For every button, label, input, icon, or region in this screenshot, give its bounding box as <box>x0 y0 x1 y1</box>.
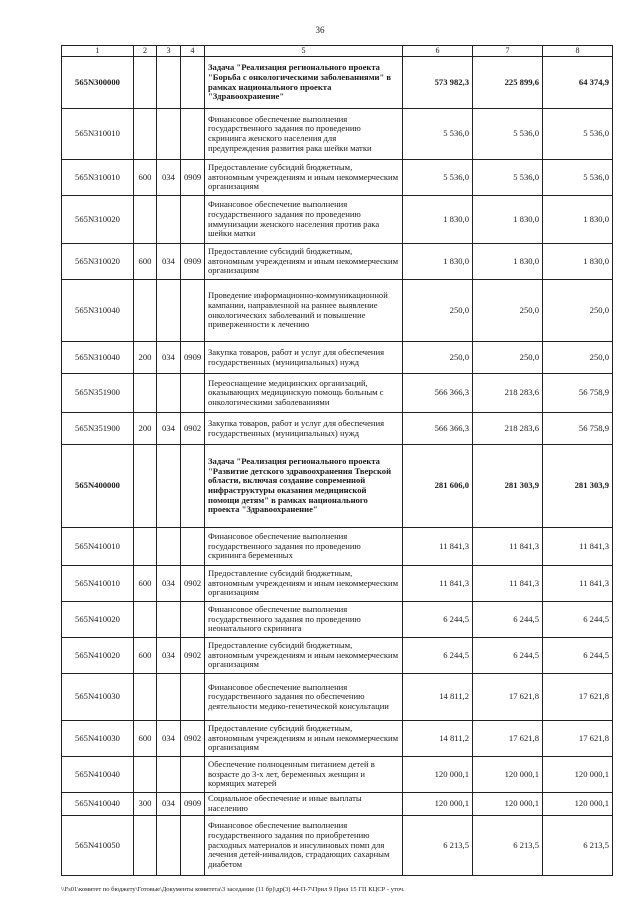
budget-code-cell: 565N410040 <box>62 793 134 816</box>
amount-year1-cell: 250,0 <box>403 280 473 342</box>
section-cell <box>181 602 205 638</box>
budget-code-cell: 565N400000 <box>62 445 134 528</box>
section-cell <box>181 445 205 528</box>
description-cell: Предоставление субсидий бюджетным, автономным учреждениям и иным некоммерческим организациям <box>205 721 403 757</box>
section-cell <box>181 757 205 793</box>
amount-year2-cell: 6 244,5 <box>473 602 543 638</box>
budget-code-cell: 565N310020 <box>62 244 134 280</box>
description-cell: Предоставление субсидий бюджетным, автономным учреждениям и иным некоммерческим организациям <box>205 160 403 196</box>
amount-year2-cell: 6 213,5 <box>473 816 543 876</box>
amount-year1-cell: 6 213,5 <box>403 816 473 876</box>
table-row <box>62 342 613 374</box>
expense-type-cell <box>134 280 157 342</box>
amount-year2-cell: 225 899,6 <box>473 57 543 109</box>
section-cell: 0909 <box>181 793 205 816</box>
expense-type-cell <box>134 602 157 638</box>
amount-year1-cell: 250,0 <box>403 342 473 374</box>
budget-code-cell: 565N310010 <box>62 109 134 160</box>
budget-code-cell: 565N351900 <box>62 413 134 445</box>
amount-year2-cell: 11 841,3 <box>473 528 543 566</box>
department-cell <box>157 196 181 244</box>
expense-type-cell: 200 <box>134 342 157 374</box>
section-cell <box>181 109 205 160</box>
amount-year1-cell: 573 982,3 <box>403 57 473 109</box>
budget-code-cell: 565N410030 <box>62 674 134 721</box>
section-cell <box>181 674 205 721</box>
budget-code-cell: 565N410050 <box>62 816 134 876</box>
amount-year2-cell: 120 000,1 <box>473 757 543 793</box>
section-cell <box>181 374 205 413</box>
section-cell: 0902 <box>181 566 205 602</box>
department-cell <box>157 602 181 638</box>
amount-year2-cell: 1 830,0 <box>473 196 543 244</box>
table-header-row <box>62 46 613 57</box>
amount-year1-cell: 120 000,1 <box>403 793 473 816</box>
table-row <box>62 57 613 109</box>
budget-code-cell: 565N410040 <box>62 757 134 793</box>
description-cell: Предоставление субсидий бюджетным, автономным учреждениям и иным некоммерческим организациям <box>205 566 403 602</box>
amount-year2-cell: 11 841,3 <box>473 566 543 602</box>
amount-year2-cell: 17 621,8 <box>473 674 543 721</box>
amount-year3-cell: 281 303,9 <box>543 445 613 528</box>
description-cell: Переоснащение медицинских организаций, оказывающих медицинскую помощь больным с онкологическими заболеваниями <box>205 374 403 413</box>
budget-code-cell: 565N351900 <box>62 374 134 413</box>
section-cell: 0902 <box>181 638 205 674</box>
department-cell: 034 <box>157 721 181 757</box>
description-cell: Финансовое обеспечение выполнения государственного задания по приобретению расходных материалов и инсулиновых помп для лечения детей-инвалидов, страдающих сахарным диабетом <box>205 816 403 876</box>
budget-table <box>61 45 613 876</box>
table-row <box>62 528 613 566</box>
table-row <box>62 413 613 445</box>
expense-type-cell: 600 <box>134 160 157 196</box>
amount-year3-cell: 11 841,3 <box>543 528 613 566</box>
amount-year2-cell: 218 283,6 <box>473 374 543 413</box>
amount-year3-cell: 56 758,9 <box>543 374 613 413</box>
column-header-1: 1 <box>62 46 134 57</box>
section-cell: 0902 <box>181 721 205 757</box>
description-cell: Задача "Реализация регионального проекта "Борьба с онкологическими заболеваниями" в рамках национального проекта "Здравоохранение" <box>205 57 403 109</box>
expense-type-cell: 600 <box>134 721 157 757</box>
amount-year1-cell: 1 830,0 <box>403 196 473 244</box>
amount-year1-cell: 14 811,2 <box>403 721 473 757</box>
amount-year3-cell: 17 621,8 <box>543 674 613 721</box>
table-row <box>62 109 613 160</box>
file-path-footer: \\Fs01\комитет по бюджету\Готовые\Документы комитета\3 заседание (11 бр)\др(3) 44-П-7\Прил 9 Прил 15 ГП КЦСР - уточ. <box>61 886 405 893</box>
description-cell: Финансовое обеспечение выполнения государственного задания по проведению скрининга женского населения для предупреждения развития рака шейки матки <box>205 109 403 160</box>
amount-year2-cell: 250,0 <box>473 280 543 342</box>
expense-type-cell <box>134 109 157 160</box>
amount-year1-cell: 120 000,1 <box>403 757 473 793</box>
amount-year1-cell: 6 244,5 <box>403 602 473 638</box>
expense-type-cell <box>134 528 157 566</box>
table-row <box>62 757 613 793</box>
department-cell: 034 <box>157 793 181 816</box>
description-cell: Финансовое обеспечение выполнения государственного задания по проведению неонатального скрининга <box>205 602 403 638</box>
department-cell <box>157 57 181 109</box>
description-cell: Предоставление субсидий бюджетным, автономным учреждениям и иным некоммерческим организациям <box>205 244 403 280</box>
description-cell: Социальное обеспечение и иные выплаты населению <box>205 793 403 816</box>
amount-year3-cell: 6 244,5 <box>543 638 613 674</box>
table-row <box>62 674 613 721</box>
department-cell <box>157 109 181 160</box>
description-cell: Финансовое обеспечение выполнения государственного задания по проведению иммунизации женского населения против рака шейки матки <box>205 196 403 244</box>
description-cell: Закупка товаров, работ и услуг для обеспечения государственных (муниципальных) нужд <box>205 342 403 374</box>
budget-code-cell: 565N410030 <box>62 721 134 757</box>
column-header-7: 7 <box>473 46 543 57</box>
budget-code-cell: 565N410010 <box>62 528 134 566</box>
department-cell <box>157 816 181 876</box>
amount-year3-cell: 17 621,8 <box>543 721 613 757</box>
expense-type-cell: 200 <box>134 413 157 445</box>
amount-year3-cell: 64 374,9 <box>543 57 613 109</box>
amount-year3-cell: 6 244,5 <box>543 602 613 638</box>
table-row <box>62 638 613 674</box>
table-row <box>62 244 613 280</box>
description-cell: Предоставление субсидий бюджетным, автономным учреждениям и иным некоммерческим организациям <box>205 638 403 674</box>
amount-year2-cell: 120 000,1 <box>473 793 543 816</box>
description-cell: Закупка товаров, работ и услуг для обеспечения государственных (муниципальных) нужд <box>205 413 403 445</box>
budget-code-cell: 565N410010 <box>62 566 134 602</box>
column-header-2: 2 <box>134 46 157 57</box>
expense-type-cell <box>134 57 157 109</box>
department-cell <box>157 280 181 342</box>
department-cell: 034 <box>157 638 181 674</box>
table-row <box>62 445 613 528</box>
amount-year3-cell: 6 213,5 <box>543 816 613 876</box>
budget-code-cell: 565N310010 <box>62 160 134 196</box>
amount-year3-cell: 56 758,9 <box>543 413 613 445</box>
amount-year1-cell: 566 366,3 <box>403 413 473 445</box>
amount-year3-cell: 1 830,0 <box>543 196 613 244</box>
amount-year2-cell: 5 536,0 <box>473 160 543 196</box>
column-header-8: 8 <box>543 46 613 57</box>
amount-year1-cell: 11 841,3 <box>403 566 473 602</box>
section-cell: 0909 <box>181 244 205 280</box>
table-row <box>62 280 613 342</box>
department-cell: 034 <box>157 160 181 196</box>
table-row <box>62 816 613 876</box>
department-cell: 034 <box>157 244 181 280</box>
expense-type-cell <box>134 196 157 244</box>
amount-year1-cell: 6 244,5 <box>403 638 473 674</box>
table-row <box>62 196 613 244</box>
table-row <box>62 721 613 757</box>
department-cell: 034 <box>157 413 181 445</box>
amount-year1-cell: 11 841,3 <box>403 528 473 566</box>
column-header-5: 5 <box>205 46 403 57</box>
table-row <box>62 374 613 413</box>
department-cell <box>157 528 181 566</box>
amount-year3-cell: 5 536,0 <box>543 109 613 160</box>
budget-code-cell: 565N300000 <box>62 57 134 109</box>
amount-year3-cell: 11 841,3 <box>543 566 613 602</box>
amount-year2-cell: 5 536,0 <box>473 109 543 160</box>
section-cell <box>181 816 205 876</box>
table-row <box>62 602 613 638</box>
section-cell <box>181 57 205 109</box>
description-cell: Финансовое обеспечение выполнения государственного задания по обеспечению деятельности медико-генетической консультации <box>205 674 403 721</box>
amount-year2-cell: 1 830,0 <box>473 244 543 280</box>
amount-year2-cell: 17 621,8 <box>473 721 543 757</box>
expense-type-cell: 600 <box>134 244 157 280</box>
description-cell: Финансовое обеспечение выполнения государственного задания по проведению скрининга беременных <box>205 528 403 566</box>
section-cell: 0909 <box>181 160 205 196</box>
expense-type-cell <box>134 757 157 793</box>
amount-year1-cell: 1 830,0 <box>403 244 473 280</box>
amount-year3-cell: 250,0 <box>543 342 613 374</box>
page-number: 36 <box>315 25 325 35</box>
table-body <box>62 57 613 876</box>
column-header-4: 4 <box>181 46 205 57</box>
column-header-3: 3 <box>157 46 181 57</box>
amount-year2-cell: 281 303,9 <box>473 445 543 528</box>
department-cell: 034 <box>157 566 181 602</box>
expense-type-cell <box>134 445 157 528</box>
description-cell: Задача "Реализация регионального проекта "Развитие детского здравоохранения Тверской области, включая создание современной инфраструктуры оказания медицинской помощи детям" в рамках национального проекта "Здравоохранение" <box>205 445 403 528</box>
expense-type-cell: 300 <box>134 793 157 816</box>
expense-type-cell: 600 <box>134 638 157 674</box>
budget-code-cell: 565N410020 <box>62 602 134 638</box>
amount-year1-cell: 5 536,0 <box>403 109 473 160</box>
section-cell: 0909 <box>181 342 205 374</box>
budget-code-cell: 565N310020 <box>62 196 134 244</box>
section-cell <box>181 196 205 244</box>
expense-type-cell <box>134 674 157 721</box>
amount-year1-cell: 5 536,0 <box>403 160 473 196</box>
expense-type-cell: 600 <box>134 566 157 602</box>
amount-year1-cell: 14 811,2 <box>403 674 473 721</box>
amount-year2-cell: 218 283,6 <box>473 413 543 445</box>
amount-year1-cell: 281 606,0 <box>403 445 473 528</box>
budget-code-cell: 565N310040 <box>62 280 134 342</box>
department-cell <box>157 674 181 721</box>
amount-year3-cell: 5 536,0 <box>543 160 613 196</box>
amount-year1-cell: 566 366,3 <box>403 374 473 413</box>
table-row <box>62 160 613 196</box>
description-cell: Проведение информационно-коммуникационной кампании, направленной на раннее выявление онкологических заболеваний и повышение приверженности к лечению <box>205 280 403 342</box>
table-row <box>62 793 613 816</box>
amount-year3-cell: 120 000,1 <box>543 757 613 793</box>
department-cell: 034 <box>157 342 181 374</box>
section-cell <box>181 280 205 342</box>
budget-code-cell: 565N410020 <box>62 638 134 674</box>
amount-year2-cell: 250,0 <box>473 342 543 374</box>
amount-year3-cell: 250,0 <box>543 280 613 342</box>
department-cell <box>157 757 181 793</box>
column-header-6: 6 <box>403 46 473 57</box>
description-cell: Обеспечение полноценным питанием детей в возрасте до 3-х лет, беременных женщин и кормящих матерей <box>205 757 403 793</box>
table-row <box>62 566 613 602</box>
expense-type-cell <box>134 374 157 413</box>
amount-year3-cell: 120 000,1 <box>543 793 613 816</box>
department-cell <box>157 445 181 528</box>
section-cell: 0902 <box>181 413 205 445</box>
amount-year3-cell: 1 830,0 <box>543 244 613 280</box>
amount-year2-cell: 6 244,5 <box>473 638 543 674</box>
expense-type-cell <box>134 816 157 876</box>
section-cell <box>181 528 205 566</box>
department-cell <box>157 374 181 413</box>
budget-code-cell: 565N310040 <box>62 342 134 374</box>
